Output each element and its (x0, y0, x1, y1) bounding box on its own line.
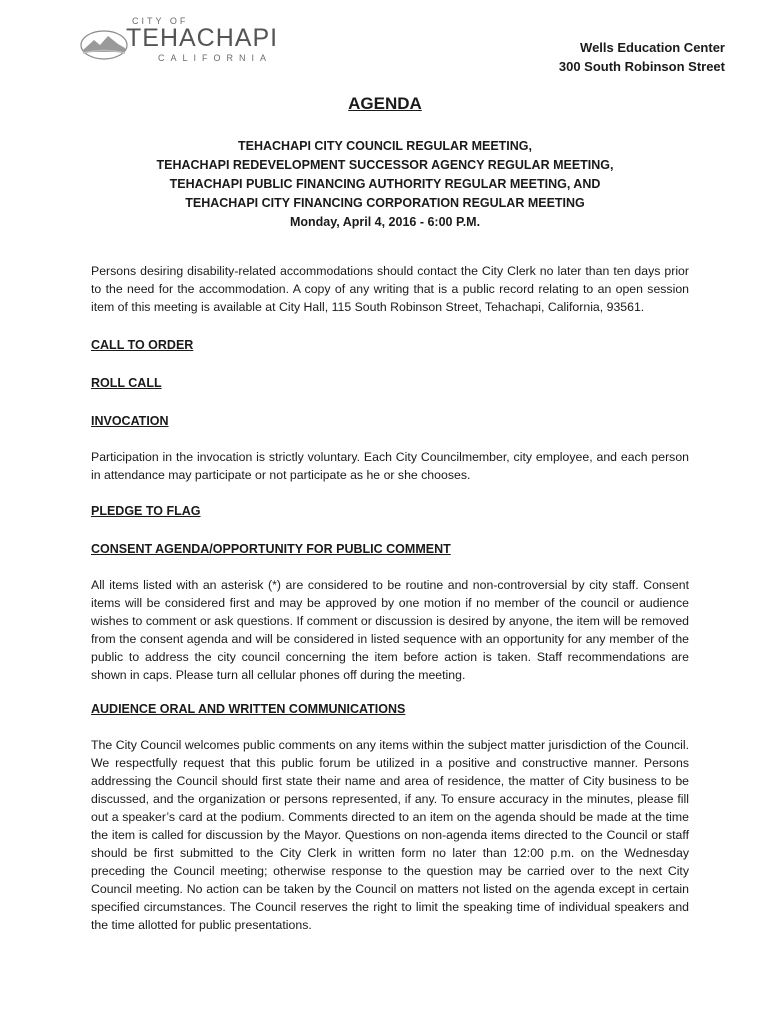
logo-city-name: TEHACHAPI (126, 24, 279, 52)
roll-call-heading: ROLL CALL (91, 376, 162, 390)
address-line-1: Wells Education Center (580, 40, 725, 55)
meeting-title-line: TEHACHAPI CITY COUNCIL REGULAR MEETING, (238, 139, 532, 153)
meeting-title-line: TEHACHAPI CITY FINANCING CORPORATION REGULAR MEETING (185, 196, 585, 210)
call-to-order-heading: CALL TO ORDER (91, 338, 194, 352)
meeting-title-line: TEHACHAPI PUBLIC FINANCING AUTHORITY REGULAR MEETING, AND (169, 177, 601, 191)
consent-agenda-paragraph: All items listed with an asterisk (*) are considered to be routine and non-controversial by city staff. Consent items will be considered first and may be approved by one motion if no member of the council or audience wishes to comment or ask questions. If comment or discussion is desired by anyone, the item will be removed from the consent agenda and will be considered in listed sequence with an opportunity for any member of the public to address the city council concerning the item before action is taken. Staff recommendations are shown in caps. Please turn all cellular phones off during the meeting. (91, 578, 689, 682)
accommodations-paragraph: Persons desiring disability-related accommodations should contact the City Clerk no later than ten days prior to the need for the accommodation. A copy of any writing that is a public record relating to an open session item of this meeting is available at City Hall, 115 South Robinson Street, Tehachapi, California, 93561. (91, 264, 689, 314)
logo-city-of: CITY OF (132, 16, 189, 26)
pledge-heading: PLEDGE TO FLAG (91, 504, 201, 518)
mountain-logo-icon (80, 28, 128, 60)
meeting-address (559, 38, 725, 76)
logo-state: CALIFORNIA (158, 53, 273, 63)
meeting-title-line: TEHACHAPI REDEVELOPMENT SUCCESSOR AGENCY REGULAR MEETING, (156, 158, 614, 172)
agenda-body (91, 262, 689, 934)
meeting-date: Monday, April 4, 2016 - 6:00 P.M. (289, 215, 481, 229)
audience-communications-paragraph: The City Council welcomes public comments on any items within the subject matter jurisdiction of the Council. We respectfully request that this public forum be utilized in a positive and constructive manner. Persons addressing the Council should first state their name and area of residence, the matter of City business to be discussed, and the organization or persons represented, if any. To ensure accuracy in the minutes, please fill out a speaker’s card at the podium. Comments directed to an item on the agenda should be made at the time the item is called for discussion by the Mayor. Questions on non-agenda items directed to the Council or staff should be first submitted to the City Clerk in written form no later than 12:00 p.m. on the Wednesday preceding the Council meeting; otherwise response to the question may be carried over to the next City Council meeting. No action can be taken by the Council on matters not listed on the agenda except in certain specified circumstances. The Council reserves the right to limit the speaking time of individual speakers and the time allotted for public presentations. (91, 738, 689, 932)
audience-communications-heading: AUDIENCE ORAL AND WRITTEN COMMUNICATIONS (91, 702, 406, 716)
invocation-heading: INVOCATION (91, 414, 169, 428)
address-line-2: 300 South Robinson Street (558, 59, 725, 74)
agenda-title: AGENDA (348, 94, 422, 113)
consent-agenda-heading: CONSENT AGENDA/OPPORTUNITY FOR PUBLIC COMMENT (91, 542, 451, 556)
city-logo (80, 16, 285, 72)
meeting-titles (0, 137, 770, 232)
invocation-paragraph: Participation in the invocation is strictly voluntary. Each City Councilmember, city employee, and each person in attendance may participate or not participate as he or she chooses. (91, 450, 689, 482)
